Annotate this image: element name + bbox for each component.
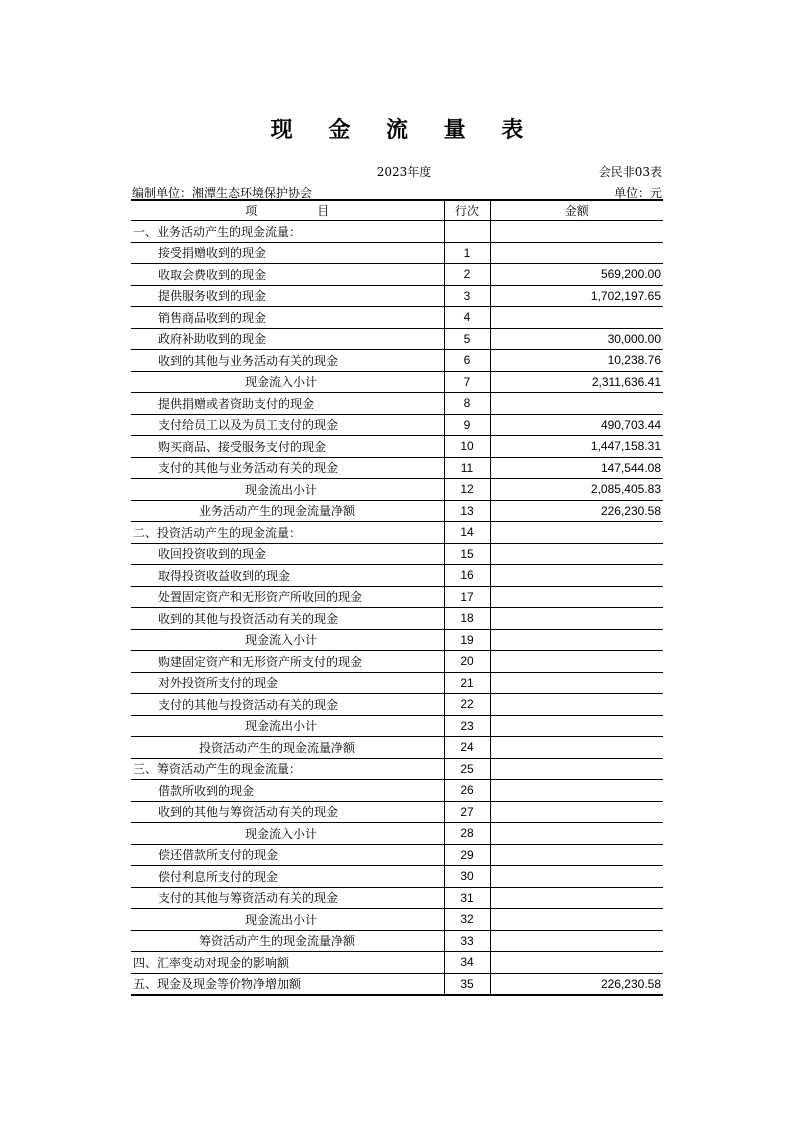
row-label: 现金流入小计	[131, 629, 444, 651]
row-line-number: 10	[444, 436, 490, 458]
row-amount	[490, 565, 663, 587]
row-label: 政府补助收到的现金	[131, 328, 444, 350]
row-line-number: 8	[444, 393, 490, 415]
row-label: 收取会费收到的现金	[131, 264, 444, 286]
row-amount	[490, 823, 663, 845]
table-row	[131, 221, 663, 243]
header-line-no: 行次	[444, 200, 490, 221]
table-row	[131, 500, 663, 522]
row-label: 五、现金及现金等价物净增加额	[131, 973, 444, 995]
table-row	[131, 436, 663, 458]
row-label: 购买商品、接受服务支付的现金	[131, 436, 444, 458]
table-row	[131, 930, 663, 952]
row-amount: 1,702,197.65	[490, 285, 663, 307]
table-row	[131, 307, 663, 329]
table-row	[131, 844, 663, 866]
row-amount	[490, 844, 663, 866]
table-row	[131, 801, 663, 823]
row-label: 现金流入小计	[131, 371, 444, 393]
table-row	[131, 543, 663, 565]
header-item-b: 目	[317, 204, 330, 218]
table-row	[131, 393, 663, 415]
row-line-number: 35	[444, 973, 490, 995]
row-line-number: 2	[444, 264, 490, 286]
row-amount: 10,238.76	[490, 350, 663, 372]
row-line-number: 6	[444, 350, 490, 372]
row-label: 支付给员工以及为员工支付的现金	[131, 414, 444, 436]
row-line-number: 27	[444, 801, 490, 823]
row-label: 收回投资收到的现金	[131, 543, 444, 565]
row-amount: 226,230.58	[490, 973, 663, 995]
row-line-number: 17	[444, 586, 490, 608]
row-amount: 30,000.00	[490, 328, 663, 350]
row-amount	[490, 930, 663, 952]
organization-label: 编制单位：湘潭生态环境保护协会	[132, 186, 313, 200]
row-amount	[490, 608, 663, 630]
row-label: 销售商品收到的现金	[131, 307, 444, 329]
row-line-number: 16	[444, 565, 490, 587]
row-line-number: 15	[444, 543, 490, 565]
table-row	[131, 242, 663, 264]
row-line-number: 24	[444, 737, 490, 759]
row-line-number: 12	[444, 479, 490, 501]
row-amount: 569,200.00	[490, 264, 663, 286]
page-title: 现 金 流 量 表	[270, 118, 538, 143]
row-amount	[490, 221, 663, 243]
row-label: 对外投资所支付的现金	[131, 672, 444, 694]
row-amount	[490, 543, 663, 565]
row-line-number: 31	[444, 887, 490, 909]
row-amount	[490, 629, 663, 651]
row-label: 收到的其他与投资活动有关的现金	[131, 608, 444, 630]
table-row	[131, 608, 663, 630]
row-label: 偿还借款所支付的现金	[131, 844, 444, 866]
row-line-number: 22	[444, 694, 490, 716]
row-label: 处置固定资产和无形资产所收回的现金	[131, 586, 444, 608]
row-amount: 1,447,158.31	[490, 436, 663, 458]
table-row	[131, 651, 663, 673]
row-label: 投资活动产生的现金流量净额	[131, 737, 444, 759]
row-amount	[490, 307, 663, 329]
row-line-number: 18	[444, 608, 490, 630]
row-label: 购建固定资产和无形资产所支付的现金	[131, 651, 444, 673]
row-line-number: 1	[444, 242, 490, 264]
form-number: 会民非03表	[598, 165, 662, 179]
row-line-number: 34	[444, 952, 490, 974]
row-amount	[490, 801, 663, 823]
row-amount: 226,230.58	[490, 500, 663, 522]
table-row	[131, 285, 663, 307]
row-label: 筹资活动产生的现金流量净额	[131, 930, 444, 952]
row-amount	[490, 909, 663, 931]
row-label: 取得投资收益收到的现金	[131, 565, 444, 587]
row-line-number: 9	[444, 414, 490, 436]
row-amount	[490, 780, 663, 802]
row-amount	[490, 866, 663, 888]
row-line-number: 30	[444, 866, 490, 888]
table-row	[131, 586, 663, 608]
row-line-number: 33	[444, 930, 490, 952]
table-row	[131, 457, 663, 479]
row-label: 提供捐赠或者资助支付的现金	[131, 393, 444, 415]
row-amount	[490, 586, 663, 608]
table-row	[131, 823, 663, 845]
row-label: 偿付利息所支付的现金	[131, 866, 444, 888]
table-row	[131, 565, 663, 587]
row-amount	[490, 758, 663, 780]
row-amount	[490, 694, 663, 716]
row-line-number: 20	[444, 651, 490, 673]
row-amount: 147,544.08	[490, 457, 663, 479]
row-line-number: 3	[444, 285, 490, 307]
row-label: 现金流入小计	[131, 823, 444, 845]
table-header-row	[131, 200, 663, 221]
row-line-number: 4	[444, 307, 490, 329]
row-label: 支付的其他与筹资活动有关的现金	[131, 887, 444, 909]
table-row	[131, 737, 663, 759]
table-row	[131, 952, 663, 974]
table-row	[131, 414, 663, 436]
header-item	[131, 200, 444, 221]
table-row	[131, 758, 663, 780]
header-item-a: 项	[245, 204, 258, 218]
row-line-number: 13	[444, 500, 490, 522]
row-label: 收到的其他与业务活动有关的现金	[131, 350, 444, 372]
row-amount	[490, 952, 663, 974]
table-row	[131, 350, 663, 372]
row-amount	[490, 887, 663, 909]
row-label: 支付的其他与投资活动有关的现金	[131, 694, 444, 716]
row-line-number: 14	[444, 522, 490, 544]
table-row	[131, 866, 663, 888]
row-amount	[490, 242, 663, 264]
row-label: 现金流出小计	[131, 479, 444, 501]
row-line-number: 21	[444, 672, 490, 694]
row-line-number: 19	[444, 629, 490, 651]
row-amount: 2,311,636.41	[490, 371, 663, 393]
row-label: 现金流出小计	[131, 715, 444, 737]
row-amount	[490, 393, 663, 415]
row-line-number: 11	[444, 457, 490, 479]
table-row	[131, 715, 663, 737]
table-row	[131, 672, 663, 694]
row-label: 二、投资活动产生的现金流量：	[131, 522, 444, 544]
row-line-number: 23	[444, 715, 490, 737]
row-amount	[490, 672, 663, 694]
row-label: 提供服务收到的现金	[131, 285, 444, 307]
table-row	[131, 522, 663, 544]
row-amount	[490, 715, 663, 737]
table-row	[131, 629, 663, 651]
row-line-number: 7	[444, 371, 490, 393]
row-label: 支付的其他与业务活动有关的现金	[131, 457, 444, 479]
row-label: 一、业务活动产生的现金流量：	[131, 221, 444, 243]
table-row	[131, 973, 663, 995]
currency-unit-label: 单位：元	[613, 186, 662, 200]
row-line-number: 5	[444, 328, 490, 350]
header-amount: 金额	[490, 200, 663, 221]
report-period: 2023年度	[376, 165, 432, 179]
row-amount: 2,085,405.83	[490, 479, 663, 501]
table-row	[131, 328, 663, 350]
row-amount	[490, 737, 663, 759]
row-label: 现金流出小计	[131, 909, 444, 931]
row-line-number: 29	[444, 844, 490, 866]
table-row	[131, 694, 663, 716]
row-label: 接受捐赠收到的现金	[131, 242, 444, 264]
cash-flow-table	[131, 199, 663, 996]
table-row	[131, 909, 663, 931]
row-label: 借款所收到的现金	[131, 780, 444, 802]
row-line-number: 26	[444, 780, 490, 802]
table-row	[131, 264, 663, 286]
row-line-number: 25	[444, 758, 490, 780]
table-row	[131, 887, 663, 909]
row-label: 四、汇率变动对现金的影响额	[131, 952, 444, 974]
row-line-number: 32	[444, 909, 490, 931]
row-label: 收到的其他与筹资活动有关的现金	[131, 801, 444, 823]
row-label: 业务活动产生的现金流量净额	[131, 500, 444, 522]
row-label: 三、筹资活动产生的现金流量：	[131, 758, 444, 780]
row-amount	[490, 651, 663, 673]
table-row	[131, 371, 663, 393]
table-row	[131, 780, 663, 802]
row-line-number	[444, 221, 490, 243]
row-amount	[490, 522, 663, 544]
table-row	[131, 479, 663, 501]
row-amount: 490,703.44	[490, 414, 663, 436]
row-line-number: 28	[444, 823, 490, 845]
